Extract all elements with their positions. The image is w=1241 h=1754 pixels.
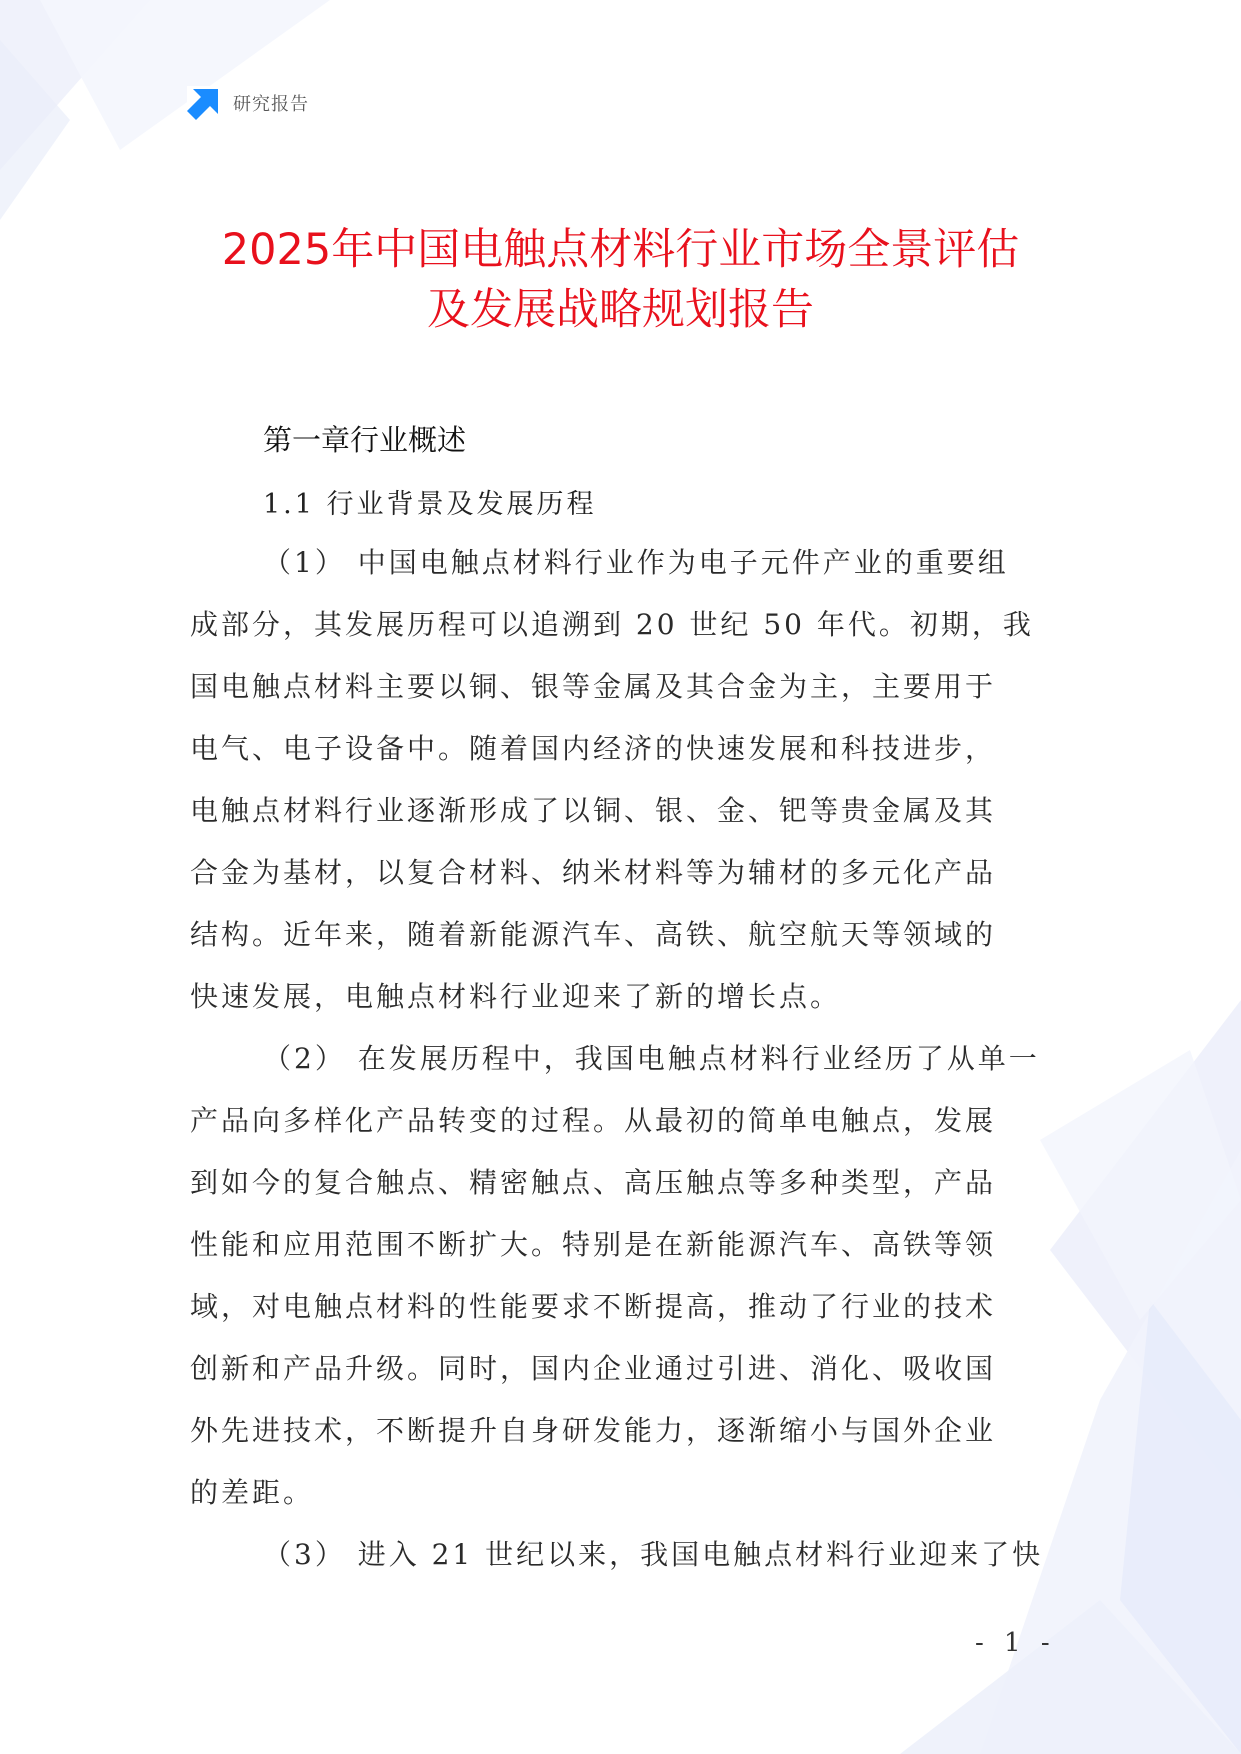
paragraph-2: [190, 1028, 1052, 1524]
paragraph-line: 的差距。: [190, 1476, 315, 1509]
paragraph-line: 结构。近年来，随着新能源汽车、高铁、航空航天等领域的: [190, 918, 997, 951]
paragraph-line: （1） 中国电触点材料行业作为电子元件产业的重要组: [263, 546, 1009, 579]
paragraph-line: 电气、电子设备中。随着国内经济的快速发展和科技进步，: [190, 732, 997, 765]
chapter-heading: 第一章行业概述: [263, 423, 467, 457]
paragraph-line: 创新和产品升级。同时，国内企业通过引进、消化、吸收国: [190, 1352, 997, 1385]
paragraph-line: 性能和应用范围不断扩大。特别是在新能源汽车、高铁等领: [190, 1228, 997, 1261]
paragraph-line: 产品向多样化产品转变的过程。从最初的简单电触点，发展: [190, 1104, 997, 1137]
paragraph-line: 到如今的复合触点、精密触点、高压触点等多种类型，产品: [190, 1166, 997, 1199]
paragraph-line: （3） 进入 21 世纪以来，我国电触点材料行业迎来了快: [263, 1538, 1044, 1571]
paragraph-3: [190, 1524, 1052, 1586]
paragraph-line: 电触点材料行业逐渐形成了以铜、银、金、钯等贵金属及其: [190, 794, 997, 827]
report-header: [187, 86, 309, 120]
paragraph-line: （2） 在发展历程中，我国电触点材料行业经历了从单一: [263, 1042, 1040, 1075]
header-label: 研究报告: [233, 94, 309, 115]
report-title-line-1: 2025年中国电触点材料行业市场全景评估: [221, 225, 1020, 275]
report-title-line-2: 及发展战略规划报告: [427, 285, 814, 335]
section-heading: 1.1 行业背景及发展历程: [263, 489, 597, 520]
paragraph-line: 合金为基材，以复合材料、纳米材料等为辅材的多元化产品: [190, 856, 997, 889]
paragraph-line: 外先进技术，不断提升自身研发能力，逐渐缩小与国外企业: [190, 1414, 997, 1447]
paragraph-line: 国电触点材料主要以铜、银等金属及其合金为主，主要用于: [190, 670, 997, 703]
page-number: - 1 -: [975, 1628, 1056, 1658]
paragraph-line: 快速发展，电触点材料行业迎来了新的增长点。: [190, 980, 842, 1013]
paragraph-line: 域，对电触点材料的性能要求不断提高，推动了行业的技术: [190, 1290, 997, 1323]
paragraph-line: 成部分，其发展历程可以追溯到 20 世纪 50 年代。初期，我: [190, 608, 1034, 641]
arrow-up-right-icon: [187, 86, 221, 120]
paragraph-1: [190, 532, 1052, 1028]
